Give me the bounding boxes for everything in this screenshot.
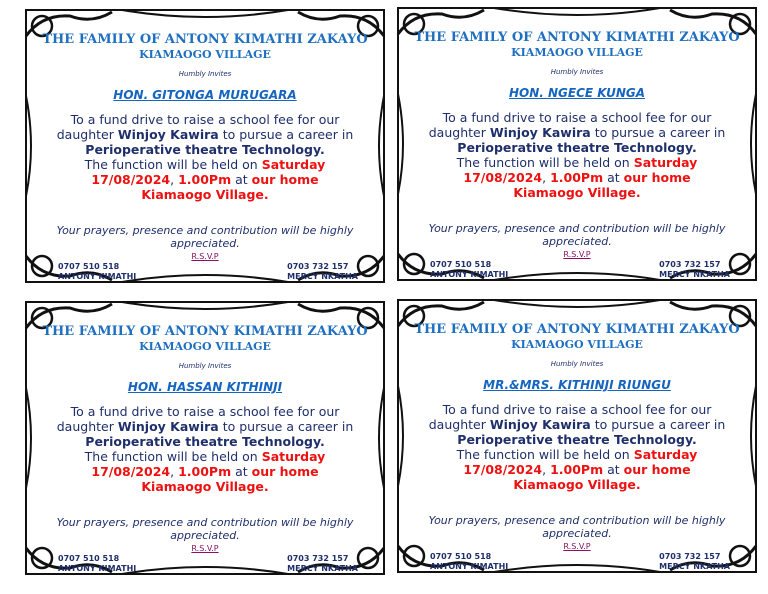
humbly-invites-text: Humbly Invites bbox=[178, 70, 232, 78]
family-heading: THE FAMILY OF ANTONY KIMATHI ZAKAYO bbox=[42, 32, 368, 47]
prayers-text: Your prayers, presence and contribution will be highly appreciated. bbox=[428, 514, 726, 540]
invitation-body: To a fund drive to raise a school fee for our daughter Winjoy Kawira to pursue a career in Perioperative theatre Technology. The function will be held on Saturday 17/08/2024, 1.00Pm at our home Kiamaogo Village. bbox=[428, 402, 726, 492]
village-heading: KIAMAOGO VILLAGE bbox=[511, 338, 643, 351]
guest-name: MR.&MRS. KITHINJI RIUNGU bbox=[483, 378, 671, 392]
prayers-text: Your prayers, presence and contribution will be highly appreciated. bbox=[56, 224, 354, 250]
contact-left: 0707 510 518 ANTONY KIMATHI bbox=[430, 260, 509, 279]
contact-right: 0703 732 157 MERCY NKATHA bbox=[659, 552, 730, 571]
rsvp-label: R.S.V.P bbox=[191, 544, 219, 553]
prayers-text: Your prayers, presence and contribution will be highly appreciated. bbox=[428, 222, 726, 248]
prayers-text: Your prayers, presence and contribution will be highly appreciated. bbox=[56, 516, 354, 542]
contact-right: 0703 732 157 MERCY NKATHA bbox=[287, 554, 358, 573]
contact-left: 0707 510 518 ANTONY KIMATHI bbox=[58, 262, 137, 281]
invitation-body: To a fund drive to raise a school fee for our daughter Winjoy Kawira to pursue a career in Perioperative theatre Technology. The function will be held on Saturday 17/08/2024, 1.00Pm at our home Kiamaogo Village. bbox=[56, 404, 354, 494]
invitation-card bbox=[394, 296, 760, 576]
contact-right: 0703 732 157 MERCY NKATHA bbox=[659, 260, 730, 279]
village-heading: KIAMAOGO VILLAGE bbox=[511, 46, 643, 59]
guest-name: HON. GITONGA MURUGARA bbox=[113, 88, 297, 102]
invitation-card bbox=[22, 298, 388, 578]
contact-right: 0703 732 157 MERCY NKATHA bbox=[287, 262, 358, 281]
village-heading: KIAMAOGO VILLAGE bbox=[139, 48, 271, 61]
rsvp-label: R.S.V.P bbox=[563, 542, 591, 551]
rsvp-label: R.S.V.P bbox=[191, 252, 219, 261]
humbly-invites-text: Humbly Invites bbox=[550, 68, 604, 76]
invitation-body: To a fund drive to raise a school fee for our daughter Winjoy Kawira to pursue a career in Perioperative theatre Technology. The function will be held on Saturday 17/08/2024, 1.00Pm at our home Kiamaogo Village. bbox=[428, 110, 726, 200]
family-heading: THE FAMILY OF ANTONY KIMATHI ZAKAYO bbox=[414, 30, 740, 45]
guest-name: HON. NGECE KUNGA bbox=[508, 86, 646, 100]
contact-left: 0707 510 518 ANTONY KIMATHI bbox=[58, 554, 137, 573]
family-heading: THE FAMILY OF ANTONY KIMATHI ZAKAYO bbox=[42, 324, 368, 339]
contact-left: 0707 510 518 ANTONY KIMATHI bbox=[430, 552, 509, 571]
invitation-body: To a fund drive to raise a school fee for our daughter Winjoy Kawira to pursue a career in Perioperative theatre Technology. The function will be held on Saturday 17/08/2024, 1.00Pm at our home Kiamaogo Village. bbox=[56, 112, 354, 202]
guest-name: HON. HASSAN KITHINJI bbox=[127, 380, 283, 394]
humbly-invites-text: Humbly Invites bbox=[178, 362, 232, 370]
invitation-card bbox=[394, 4, 760, 284]
village-heading: KIAMAOGO VILLAGE bbox=[139, 340, 271, 353]
invitation-card bbox=[22, 6, 388, 286]
humbly-invites-text: Humbly Invites bbox=[550, 360, 604, 368]
family-heading: THE FAMILY OF ANTONY KIMATHI ZAKAYO bbox=[414, 322, 740, 337]
rsvp-label: R.S.V.P bbox=[563, 250, 591, 259]
